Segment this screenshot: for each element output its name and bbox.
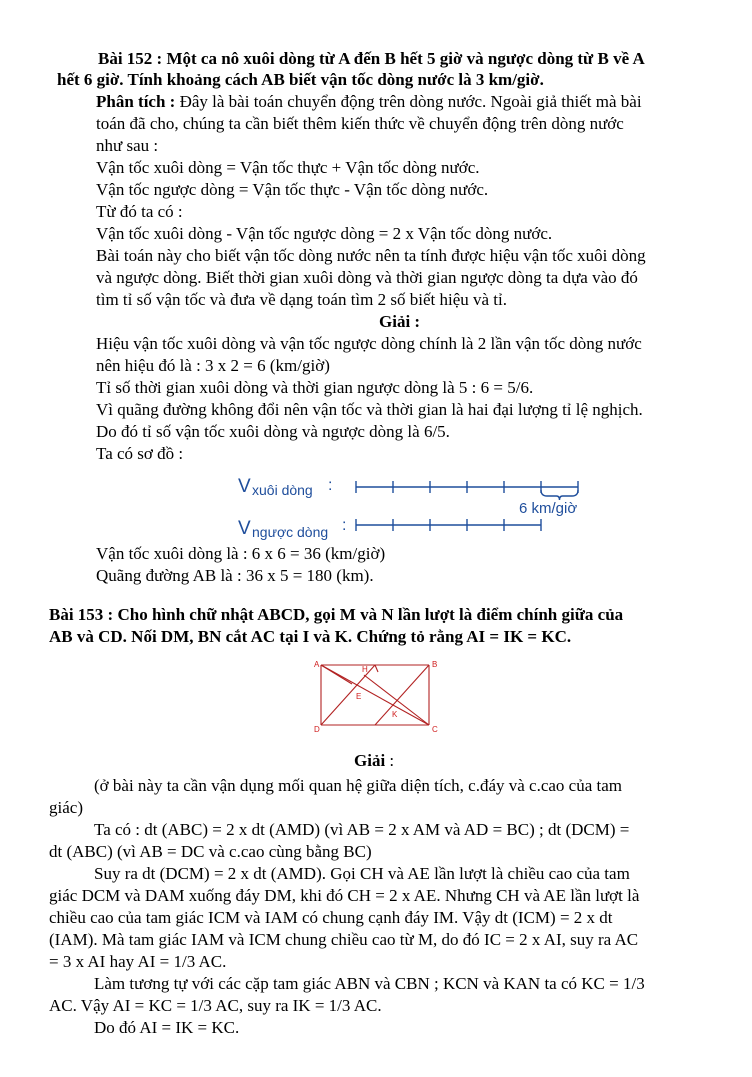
problem-152-title-line-2: hết 6 giờ. Tính khoảng cách AB biết vận tốc dòng nước là 3 km/giờ. xyxy=(57,70,544,89)
point-e-label: E xyxy=(356,692,362,701)
upstream-colon: : xyxy=(342,517,347,534)
therefore-line: Từ đó ta có : xyxy=(96,202,183,221)
point-k-label: K xyxy=(392,710,398,719)
upstream-v-symbol: V xyxy=(238,518,251,539)
analysis-line-1 xyxy=(96,92,642,112)
point-h-label: H xyxy=(362,665,368,674)
note-line-1: (ở bài này ta cần vận dụng mối quan hệ giữa diện tích, c.đáy và c.cao của tam xyxy=(94,776,623,795)
proof-p1-line-2: dt (ABC) (vì AB = DC và c.cao cùng bằng BC) xyxy=(49,842,372,861)
proof-p2-line-1: Suy ra dt (DCM) = 2 x dt (AMD). Gọi CH và AE lần lượt là chiều cao của tam xyxy=(94,864,630,883)
note-line-2: giác) xyxy=(49,798,83,817)
formula-difference: Vận tốc xuôi dòng - Vận tốc ngược dòng = 2 x Vận tốc dòng nước. xyxy=(96,224,553,243)
proof-p3-line-1: Làm tương tự với các cặp tam giác ABN và CBN ; KCN và KAN ta có KC = 1/3 xyxy=(94,974,645,993)
segment-dm xyxy=(321,665,375,725)
downstream-subscript: xuôi dòng xyxy=(252,482,313,498)
explain-line-2: và ngược dòng. Biết thời gian xuôi dòng và thời gian ngược dòng ta dựa vào đó xyxy=(96,268,638,287)
proof-p3-line-2: AC. Vậy AI = KC = 1/3 AC, suy ra IK = 1/3 AC. xyxy=(49,996,382,1015)
analysis-text: Đây là bài toán chuyển động trên dòng nước. Ngoài giả thiết mà bài xyxy=(175,92,642,111)
formula-upstream: Vận tốc ngược dòng = Vận tốc thực - Vận tốc dòng nước. xyxy=(96,180,489,199)
proof-p1-line-1: Ta có : dt (ABC) = 2 x dt (AMD) (vì AB = 2 x AM và AD = BC) ; dt (DCM) = xyxy=(94,820,630,839)
proof-p2-line-5: = 3 x AI hay AI = 1/3 AC. xyxy=(49,952,227,971)
problem-152-title-line-1: Bài 152 : Một ca nô xuôi dòng từ A đến B hết 5 giờ và ngược dòng từ B về A xyxy=(98,49,645,68)
downstream-segment-line xyxy=(356,481,578,493)
solution-152-line-8: Quãng đường AB là : 36 x 5 = 180 (km). xyxy=(96,566,374,585)
solution-152-line-4: Vì quãng đường không đổi nên vận tốc và thời gian là hai đại lượng tỉ lệ nghịch. xyxy=(96,400,643,419)
downstream-v-symbol: V xyxy=(238,476,251,497)
solution-152-line-6: Ta có sơ đồ : xyxy=(96,444,184,463)
solution-152-heading: Giải : xyxy=(379,312,421,331)
analysis-label: Phân tích : xyxy=(96,92,176,111)
solution-152-line-3: Tỉ số thời gian xuôi dòng và thời gian ngược dòng là 5 : 6 = 5/6. xyxy=(96,378,534,397)
vertex-d-label: D xyxy=(314,725,320,734)
vertex-b-label: B xyxy=(432,660,438,669)
midline-mn xyxy=(375,665,378,672)
difference-brace xyxy=(541,490,578,500)
difference-label: 6 km/giờ xyxy=(519,500,578,517)
problem-153-title-line-1: Bài 153 : Cho hình chữ nhật ABCD, gọi M và N lần lượt là điểm chính giữa của xyxy=(49,605,624,624)
upstream-segment-line xyxy=(356,519,541,531)
solution-152-line-5: Do đó tỉ số vận tốc xuôi dòng và ngược dòng là 6/5. xyxy=(96,422,450,441)
solution-152-line-7: Vận tốc xuôi dòng là : 6 x 6 = 36 (km/giờ) xyxy=(96,544,386,563)
solution-153-heading-line xyxy=(354,751,394,771)
explain-line-3: tìm tỉ số vận tốc và đưa về dạng toán tìm 2 số biết hiệu và tỉ. xyxy=(96,290,507,309)
downstream-colon: : xyxy=(328,477,333,494)
height-ae xyxy=(321,665,352,684)
solution-153-heading: Giải xyxy=(354,751,386,770)
solution-152-line-2: nên hiệu đó là : 3 x 2 = 6 (km/giờ) xyxy=(96,356,330,375)
proof-p2-line-3: chiều cao của tam giác ICM và IAM có chung cạnh đáy IM. Vậy dt (ICM) = 2 x dt xyxy=(49,908,613,927)
proof-p2-line-2: giác DCM và DAM xuống đáy DM, khi đó CH = 2 x AE. Nhưng CH và AE lần lượt là xyxy=(49,886,640,905)
solution-152-line-1: Hiệu vận tốc xuôi dòng và vận tốc ngược dòng chính là 2 lần vận tốc dòng nước xyxy=(96,334,642,353)
segment-bn xyxy=(375,665,429,725)
analysis-line-2: toán đã cho, chúng ta cần biết thêm kiến thức về chuyển động trên dòng nước xyxy=(96,114,624,133)
analysis-line-3: như sau : xyxy=(96,136,159,155)
proof-p2-line-4: (IAM). Mà tam giác IAM và ICM chung chiều cao từ M, do đó IC = 2 x AI, suy ra AC xyxy=(49,930,639,949)
proof-conclusion: Do đó AI = IK = KC. xyxy=(94,1018,240,1037)
upstream-subscript: ngược dòng xyxy=(252,524,329,540)
speed-segment-diagram xyxy=(232,470,592,542)
diagonal-ac xyxy=(321,665,429,725)
rectangle-abcd-figure xyxy=(308,656,444,736)
vertex-a-label: A xyxy=(314,660,320,669)
vertex-c-label: C xyxy=(432,725,438,734)
explain-line-1: Bài toán này cho biết vận tốc dòng nước nên ta tính được hiệu vận tốc xuôi dòng xyxy=(96,246,646,265)
problem-153-title-line-2: AB và CD. Nối DM, BN cắt AC tại I và K. Chứng tỏ rằng AI = IK = KC. xyxy=(49,627,572,646)
formula-downstream: Vận tốc xuôi dòng = Vận tốc thực + Vận tốc dòng nước. xyxy=(96,158,480,177)
solution-153-colon: : xyxy=(385,751,395,770)
